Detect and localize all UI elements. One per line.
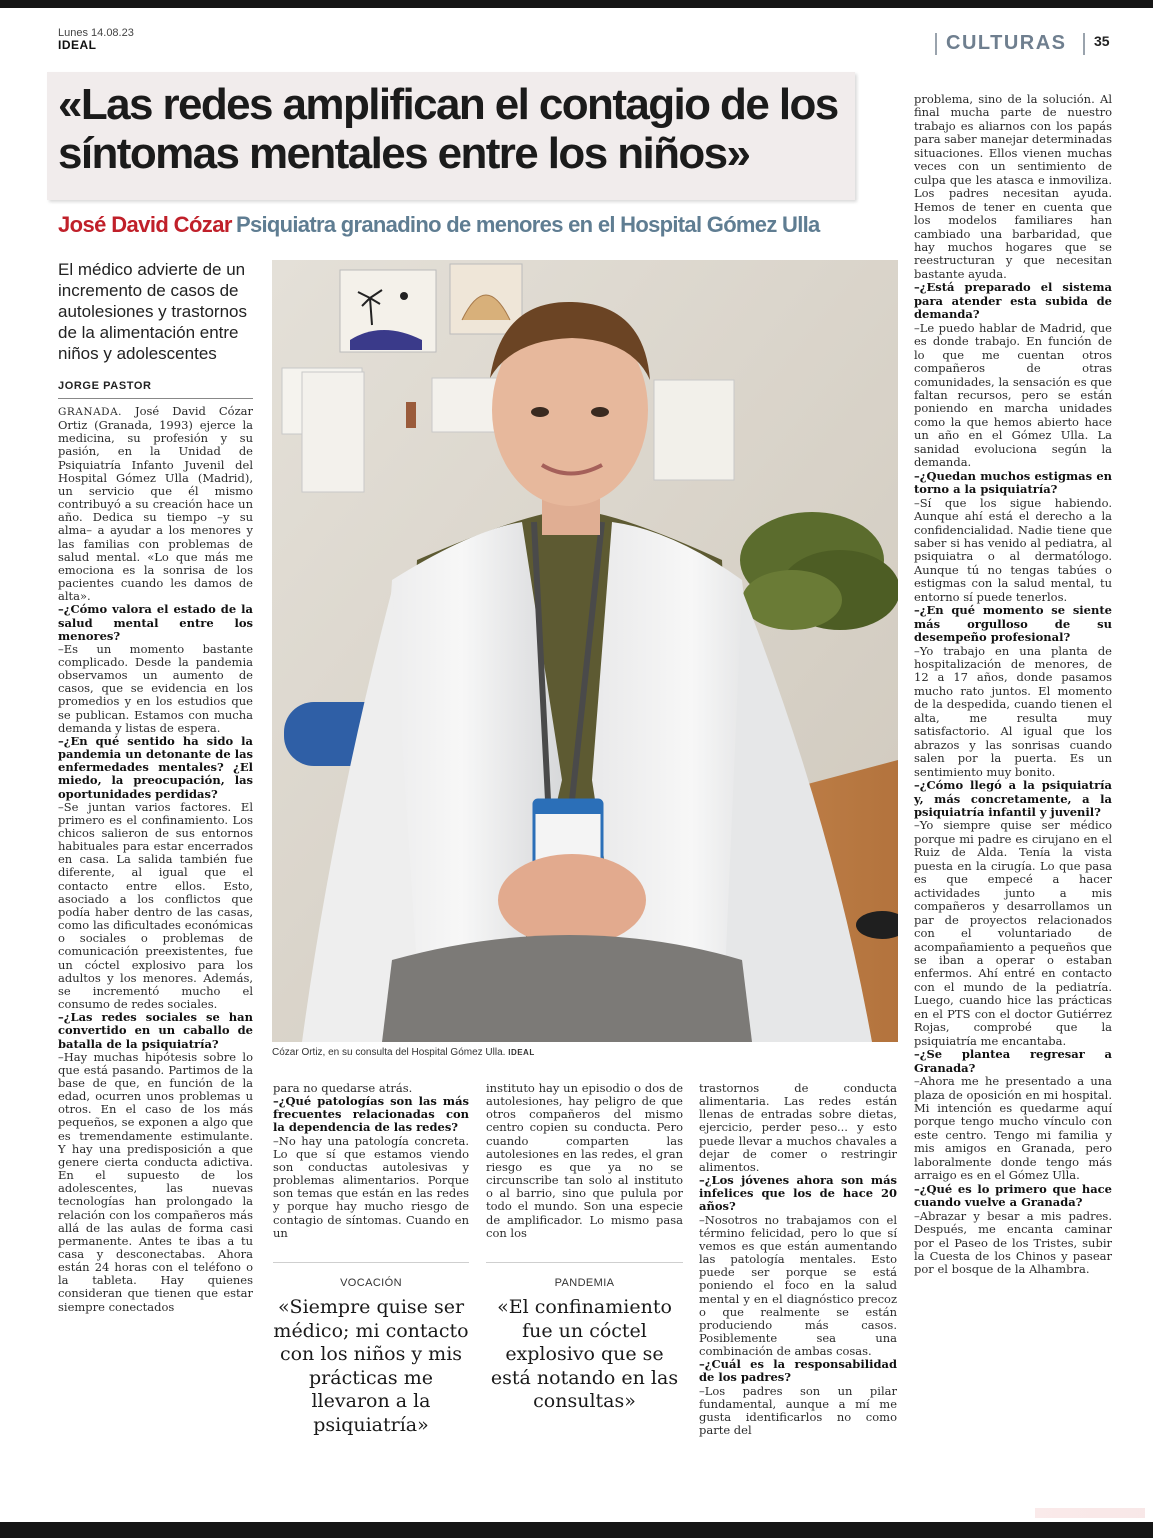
question: –¿Cómo valora el estado de la salud mental entre los menores? [58,602,253,643]
publication-name: IDEAL [58,38,97,52]
answer-continued: problema, sino de la solución. Al final mucha parte de nuestro trabajo es aliarnos con los papás para saber manejar determinadas situaciones. Ellos vienen muchas veces con un sentimiento de culpa que les atasca e inmoviliza. Los padres necesitan ayuda. Hemos de tener en cuenta que los modelos familiares han cambiado una barbaridad, que hay muchos hogares que se reestructuran y que necesitan bastante ayuda. [914,92,1112,281]
answer: –Abrazar y besar a mis padres. Después, me encanta caminar por el Paseo de los Tristes, subir la Cuesta de los Chinos y pasear por el bosque de la Alhambra. [914,1208,1112,1277]
pullquote-vocacion: «Siempre quise ser médico; mi contacto con los niños y mis prácticas me llevaron a la psiquiatría» [273,1296,469,1436]
column-5 [914,93,1112,1277]
answer: –Yo trabajo en una planta de hospitalización de menores, de 12 a 17 años, donde pasamos mucho rato juntos. El momento de la despedida, cuando tienen el alta, me resulta muy satisfactorio. Al igual que los abrazos y las sonrisas cuando salen por la puerta. Es un sentimiento muy bonito. [914,643,1112,779]
answer: –Es un momento bastante complicado. Desde la pandemia observamos un aumento de casos, que se evidencia en los promedios y en los estudios que se publican. Estamos con mucha demanda y listas de espera. [58,641,253,735]
section-divider-left [935,33,937,55]
bottom-border [0,1522,1153,1538]
question: –¿Cómo llegó a la psiquiatría y, más concretamente, a la psiquiatría infantil y juvenil? [914,778,1112,820]
answer: –Los padres son un pilar fundamental, aunque a mí me gusta identificarlos no como parte del [699,1383,897,1438]
section-divider-right [1083,33,1085,55]
answer: –Se juntan varios factores. El primero es el confinamiento. Los chicos salieron de sus entornos habituales para estar encerrados en casa. La salida también fue diferente, al igual que el contacto entre ellos. Esto, asociado a los conflictos que podía haber dentro de las casas, como las dificultades económicas o sociales o problemas de comunicación preexistentes, fue un cóctel explosivo para los adultos y los menores. Además, se incrementó mucho el consumo de redes sociales. [58,799,253,1012]
interviewee-role: Psiquiatra granadino de menores en el Hospital Gómez Ulla [236,212,820,237]
pullquote-label-vocacion: VOCACIÓN [340,1277,402,1289]
answer-continued: para no quedarse atrás. [273,1081,413,1095]
photo-caption [272,1047,535,1058]
pullquote-rule [486,1262,683,1263]
question: –¿Quedan muchos estigmas en torno a la psiquiatría? [914,468,1112,497]
question: –¿Se plantea regresar a Granada? [914,1047,1112,1075]
issue-date: Lunes 14.08.23 [58,27,134,39]
answer: –No hay una patología concreta. Lo que sí que estamos viendo son conductas autolesivas y problemas alimentarios. Porque son temas que están en las redes y porque hay mucho riesgo de contagio de síntomas. Cuando en un [273,1133,469,1240]
question: –¿Está preparado el sistema para atender esta subida de demanda? [914,280,1112,322]
author-rule [58,398,253,399]
answer-continued: instituto hay un episodio o dos de autolesiones, hay peligro de que otros compañeros del mismo centro copien su conducta. Pero cuando comparten las autolesiones en las redes, el gran riesgo es que ya no se circunscribe tan solo al instituto o al barrio, sino que pulula por todo el mundo. Son una especie de amplificador. Lo mismo pasa con los [486,1081,683,1240]
dateline: GRANADA. [58,406,122,418]
article-subtitle: El médico advierte de un incremento de casos de autolesiones y trastornos de la alimentación entre niños y adolescentes [58,260,247,363]
pullquote-pandemia: «El confinamiento fue un cóctel explosivo que se está notando en las consultas» [490,1296,679,1412]
column-3 [486,1082,683,1240]
top-border [0,0,1153,8]
question: –¿Qué patologías son las más frecuentes relacionadas con la dependencia de las redes? [273,1094,469,1135]
answer: –Yo siempre quise ser médico porque mi padre es cirujano en el Ruiz de Alda. Tenía la vista puesta en la cirugía. Lo que pasa es que empecé a hacer actividades junto a mis compañeros y desarrollamos un par de proyectos relacionados con el voluntariado de acompañamiento a pequeños que se iban a operar o estaban enfermos. Ahí entré en contacto con el mundo de la pediatría. Luego, cuando hice las prácticas en el PTS con el doctor Gutiérrez Rojas, comprobé que la psiquiatría me encantaba. [914,818,1112,1048]
author-byline: JORGE PASTOR [58,380,152,392]
answer-continued: trastornos de conducta alimentaria. Las redes están llenas de entradas sobre dietas, ejercicio, perder peso... y esto puede llevar a muchos chavales a dejar de comer o restringir alimentos. [699,1081,897,1174]
intro-text: José David Cózar Ortiz (Granada, 1993) ejerce la medicina, su profesión y su pasión, en la Unidad de Psiquiatría Infanto Juvenil del Hospital Gómez Ulla (Madrid), un servicio que él mismo contribuyó a su creación hace un año. Dedica su tiempo –y su alma– a ayudar a los menores y las familias con problemas de salud mental. «Lo que más me emociona es la sonrisa de los pacientes cuando les damos de alta». [58,404,253,604]
question: –¿En qué sentido ha sido la pandemia un detonante de las enfermedades mentales? ¿El miedo, la preocupación, las oportunidades perdidas? [58,733,253,801]
caption-text: Cózar Ortiz, en su consulta del Hospital Gómez Ulla. [272,1047,506,1058]
answer: –Ahora me he presentado a una plaza de oposición en mi hospital. Mi intención es quedarme aquí porque tengo mucho vínculo con este centro. Tengo mi familia y mis amigos en Granada, pero laboralmente donde tengo más arraigo es en el Gómez Ulla. [914,1074,1112,1183]
photo-credit: IDEAL [508,1048,535,1057]
page-number: 35 [1094,33,1110,49]
pullquote-label-pandemia: PANDEMIA [554,1277,615,1289]
section-name: CULTURAS [946,32,1067,54]
question: –¿Las redes sociales se han convertido en un caballo de batalla de la psiquiatría? [58,1010,253,1051]
answer: –Nosotros no trabajamos con el término felicidad, pero lo que sí vemos es que están aumentando las patología mentales. Esto puede ser porque se está poniendo el foco en la salud mental y en el diagnóstico precoz o que realmente se están produciendo más casos. Posiblemente sea una combinación de ambas cosas. [699,1212,897,1359]
column-4 [699,1082,897,1437]
answer: –Sí que los sigue habiendo. Aunque ahí está el derecho a la confidencialidad. Nadie tiene que saber si has venido al pediatra, al psiquiatra o al dermatólogo. Aunque tú no tengas tabúes o estigmas con la salud mental, tu entorno sí puede tenerlos. [914,495,1112,604]
answer: –Le puedo hablar de Madrid, que es donde trabajo. En función de lo que me cuentan otros compañeros de otras comunidades, la sensación es que faltan recursos, pero se están poniendo en marcha unidades como la que hemos abierto hace un año en el Gómez Ulla. La sanidad evoluciona según la demanda. [914,320,1112,470]
question: –¿Los jóvenes ahora son más infelices que los de hace 20 años? [699,1173,897,1214]
question: –¿Cuál es la responsabilidad de los padres? [699,1357,897,1385]
question: –¿En qué momento se siente más orgulloso de su desempeño profesional? [914,603,1112,645]
question: –¿Qué es lo primero que hace cuando vuelve a Granada? [914,1181,1112,1210]
intro-paragraph [58,405,253,603]
photo-illustration [272,260,898,1042]
corner-mark [1035,1508,1145,1518]
interviewee-photo [272,260,898,1042]
interviewee-name: José David Cózar [58,212,232,237]
column-2 [273,1082,469,1240]
pullquote-rule [273,1262,469,1263]
column-1 [58,405,253,1314]
answer: –Hay muchas hipótesis sobre lo que está pasando. Partimos de la base de que, en función de la edad, ocurren unos problemas u otros. En el caso de los más pequeños, se exponen a algo que es tremendamente estimulante. Y hay una predisposición a que genere cierta conducta adictiva. En el supuesto de los adolescentes, las nuevas tecnologías han prolongado la relación con los compañeros más allá de las aulas de forma casi permanente. Antes te ibas a tu casa y desconectabas. Ahora están 24 horas con el teléfono o la tableta. Hay quienes consideran que tienen que estar siempre conectados [58,1049,253,1314]
headline: «Las redes amplifican el contagio de los síntomas mentales entre los niños» [58,80,838,178]
